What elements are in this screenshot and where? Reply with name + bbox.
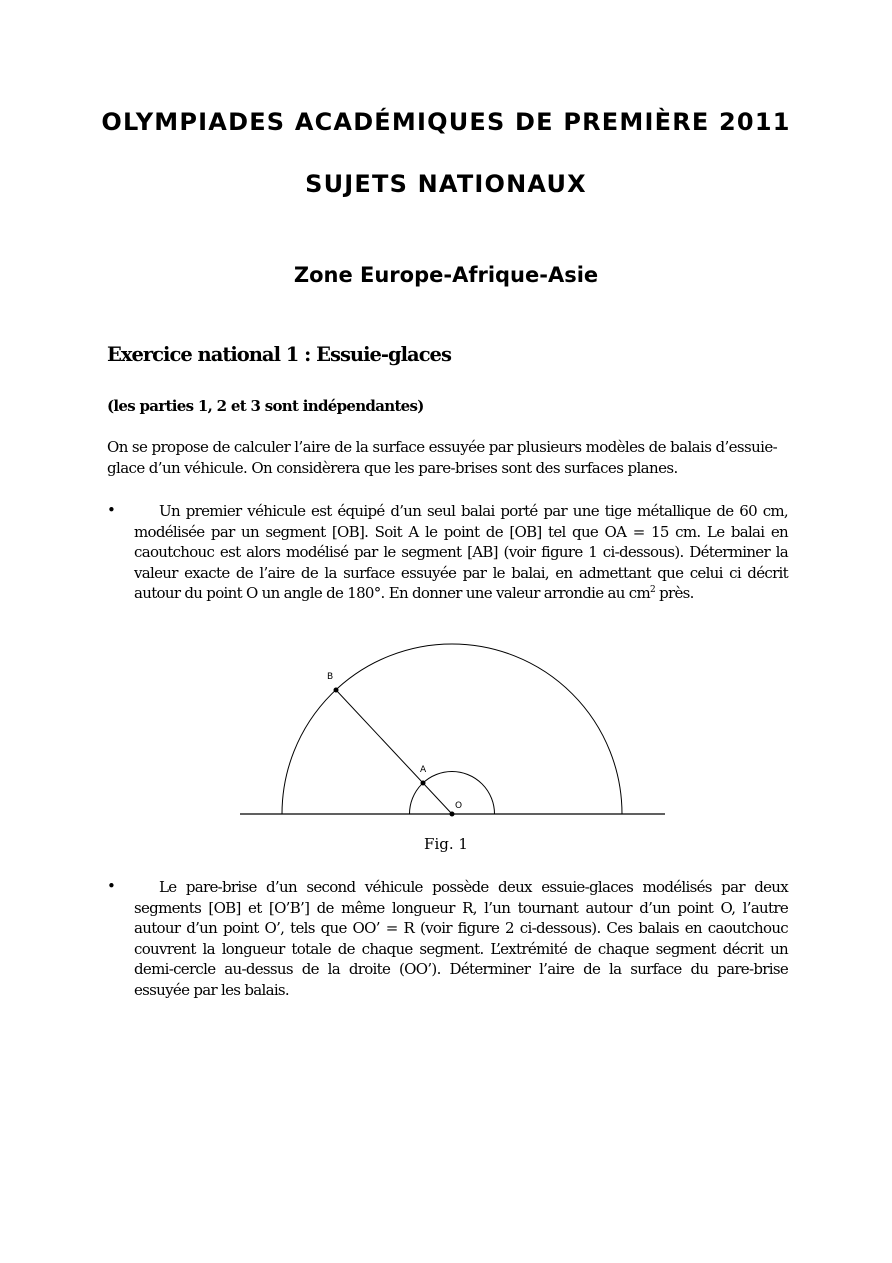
point-b bbox=[334, 688, 339, 693]
item1-paragraph bbox=[134, 501, 788, 604]
point-o bbox=[450, 812, 455, 817]
item1-text-end: près. bbox=[655, 584, 694, 602]
document-subtitle: SUJETS NATIONAUX bbox=[305, 170, 587, 198]
outer-semicircle bbox=[282, 644, 622, 814]
document-title: OLYMPIADES ACADÉMIQUES DE PREMIÈRE 2011 bbox=[101, 108, 791, 136]
exercise-heading: Exercice national 1 : Essuie-glaces bbox=[107, 343, 451, 366]
label-b: B bbox=[327, 672, 334, 682]
intro-paragraph: On se propose de calculer l’aire de la surface essuyée par plusieurs modèles de balais d’essuie-glace d’un véhicule. On considèrera que les pare-brises sont des surfaces planes. bbox=[107, 438, 778, 477]
segment-ob bbox=[336, 690, 452, 814]
zone-heading: Zone Europe-Afrique-Asie bbox=[293, 263, 599, 287]
item2-paragraph: Le pare-brise d’un second véhicule possède deux essuie-glaces modélisés par deux segments [OB] et [O’B’] de même longueur R, l’un tournant autour d’un point O, l’autre autour d’un point O’, tels que OO’ = R (voir figure 2 ci-dessous). Ces balais en caoutchouc couvrent la longueur totale de chaque segment. L’extrémité de chaque segment décrit un demi-cercle au-dessus de la droite (OO’). Déterminer l’aire de la surface du pare-brise essuyée par les balais. bbox=[134, 878, 788, 999]
label-a: A bbox=[420, 765, 427, 775]
label-o: O bbox=[455, 801, 463, 811]
item1-text: Un premier véhicule est équipé d’un seul balai porté par une tige métallique de 60 cm, modélisée par un segment [OB]. Soit A le point de [OB] tel que OA = 15 cm. Le balai en caoutchouc est alors modélisé par le segment [AB] (voir figure 1 ci-dessous). Déterminer la valeur exacte de l’aire de la surface essuyée par le balai, en admettant que celui ci décrit autour du point O un angle de 180°. En donner une valeur arrondie au cm bbox=[134, 502, 788, 602]
figure-caption: Fig. 1 bbox=[424, 835, 468, 853]
bullet-marker: • bbox=[107, 877, 116, 895]
parts-note: (les parties 1, 2 et 3 sont indépendantes) bbox=[107, 397, 424, 415]
inner-semicircle bbox=[410, 772, 495, 815]
point-a bbox=[421, 781, 426, 786]
figure-1-diagram bbox=[230, 635, 670, 825]
item1-superscript: 2 bbox=[650, 585, 656, 595]
bullet-marker: • bbox=[107, 501, 116, 519]
